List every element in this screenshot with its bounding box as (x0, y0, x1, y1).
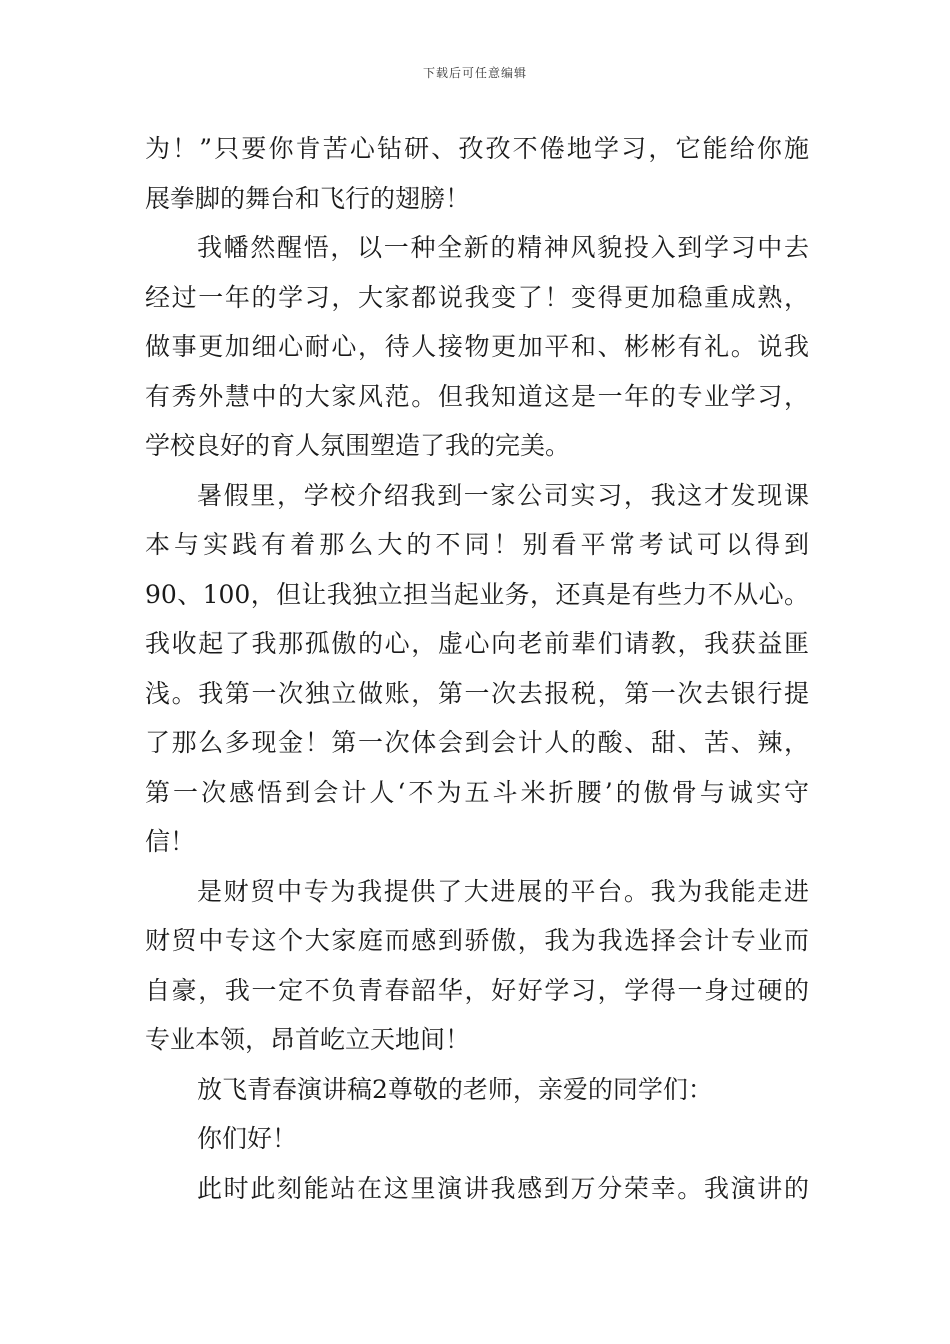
text-line-16: 是财贸中专为我提供了大进展的平台。我为我能走进 (197, 876, 809, 906)
text-line-2: 展拳脚的舞台和飞行的翅膀！ (145, 183, 471, 213)
text-line-10: 90、100，但让我独立担当起业务，还真是有些力不从心。 (145, 579, 809, 609)
document-body (145, 124, 809, 1213)
text-line-19: 专业本领，昂首屹立天地间！ (145, 1025, 471, 1054)
text-line-14: 第一次感悟到会计人‘不为五斗米折腰’的傲骨与诚实守 (145, 777, 809, 807)
text-line-9: 本与实践有着那么大的不同！别看平常考试可以得到 (145, 530, 809, 559)
text-line-22: 此时此刻能站在这里演讲我感到万分荣幸。我演讲的 (197, 1173, 809, 1203)
text-line-15: 信！ (145, 827, 196, 856)
text-line-7: 学校良好的育人氛围塑造了我的完美。 (145, 431, 571, 460)
text-line-18: 自豪，我一定不负青春韶华，好好学习，学得一身过硬的 (145, 975, 809, 1005)
text-line-13: 了那么多现金！第一次体会到会计人的酸、甜、苦、辣， (145, 728, 809, 757)
text-line-17: 财贸中专这个大家庭而感到骄傲，我为我选择会计专业而 (145, 926, 809, 955)
text-line-20: 放飞青春演讲稿2尊敬的老师，亲爱的同学们： (197, 1074, 713, 1104)
text-line-1: 为！”只要你肯苦心钻研、孜孜不倦地学习，它能给你施 (145, 134, 809, 163)
text-line-3: 我幡然醒悟，以一种全新的精神风貌投入到学习中去 (197, 233, 809, 262)
text-line-11: 我收起了我那孤傲的心，虚心向老前辈们请教，我获益匪 (145, 629, 809, 658)
text-line-4: 经过一年的学习，大家都说我变了！变得更加稳重成熟， (145, 282, 809, 312)
page-header-note: 下载后可任意编辑 (422, 66, 527, 80)
text-line-21: 你们好！ (197, 1124, 298, 1153)
text-line-12: 浅。我第一次独立做账，第一次去报税，第一次去银行提 (145, 678, 809, 708)
text-line-5: 做事更加细心耐心，待人接物更加平和、彬彬有礼。说我 (145, 332, 809, 361)
text-line-8: 暑假里，学校介绍我到一家公司实习，我这才发现课 (197, 480, 809, 510)
text-line-6: 有秀外慧中的大家风范。但我知道这是一年的专业学习， (145, 381, 809, 411)
